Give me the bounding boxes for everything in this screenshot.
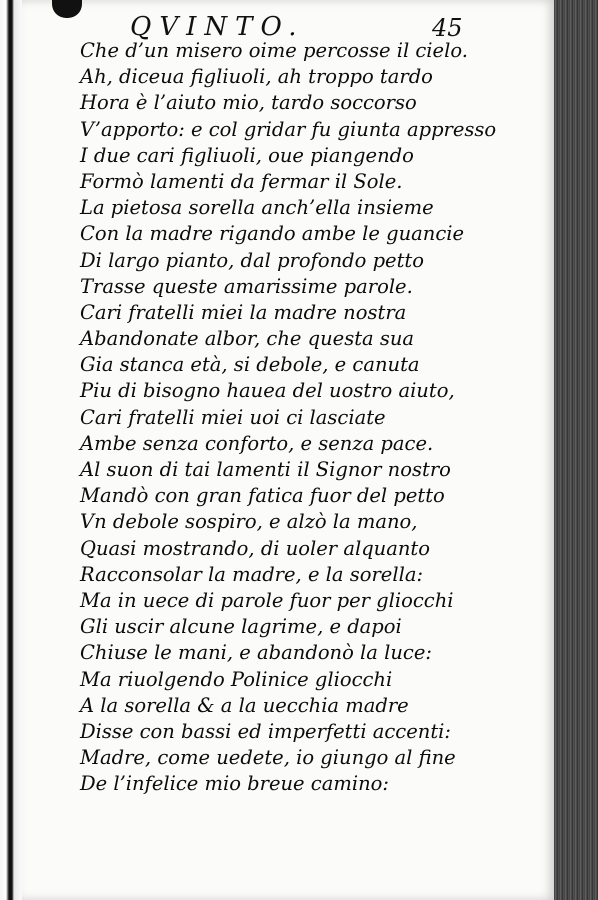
binding-gutter <box>0 0 22 900</box>
verse-line: Vn debole sospiro, e alzò la mano, <box>80 510 418 534</box>
verse-line: Piu di bisogno hauea del uostro aiuto, <box>80 379 455 403</box>
verse-line: Formò lamenti da fermar il Sole. <box>80 169 403 193</box>
verse-line: I due cari figliuoli, oue piangendo <box>80 143 414 167</box>
verse-line: Quasi mostrando, di uoler alquanto <box>80 536 430 560</box>
verse-line: Ambe senza conforto, e senza pace. <box>80 431 434 455</box>
binding-clip <box>52 0 82 18</box>
verse-line: Hora è l’aiuto mio, tardo soccorso <box>80 91 417 115</box>
verse-line: Abandonate albor, che questa sua <box>80 327 415 351</box>
verse-line: Con la madre rigando ambe le guancie <box>80 222 465 246</box>
verse-line: Ma riuolgendo Polinice gliocchi <box>80 667 393 691</box>
verse-line: Gli uscir alcune lagrime, e dapoi <box>80 615 402 639</box>
verse-line: Che d’un misero oime percosse il cielo. <box>80 39 468 62</box>
verse-line: Gia stanca età, si debole, e canuta <box>80 353 420 377</box>
verse-line: Disse con bassi ed imperfetti accenti: <box>80 719 451 743</box>
verse-line: Chiuse le mani, e abandonò la luce: <box>80 641 432 665</box>
verse-line: A la sorella & a la uecchia madre <box>80 693 409 717</box>
verse-line: De l’infelice mio breue camino: <box>80 772 389 796</box>
verse-text <box>80 38 550 797</box>
verse-line: Cari fratelli miei la madre nostra <box>80 300 407 324</box>
verse-line: Di largo pianto, dal profondo petto <box>80 248 425 272</box>
verse-line: Mandò con gran fatica fuor del petto <box>80 484 445 508</box>
verse-line: Ma in uece di parole fuor per gliocchi <box>80 588 454 612</box>
page-number: 45 <box>432 14 463 42</box>
verse-line: Madre, come uedete, io giungo al fine <box>80 746 456 770</box>
verse-line: V’apporto: e col gridar fu giunta appresso <box>80 117 497 141</box>
page-edges <box>554 0 598 900</box>
verse-line: Racconsolar la madre, e la sorella: <box>80 562 424 586</box>
verse-line: Trasse queste amarissime parole. <box>80 274 413 298</box>
verse-line: Ah, diceua figliuoli, ah troppo tardo <box>80 65 433 89</box>
running-head: QVINTO. <box>130 12 305 42</box>
verse-line: Al suon di tai lamenti il Signor nostro <box>80 458 451 481</box>
verse-line: La pietosa sorella anch’ella insieme <box>80 196 434 220</box>
book-page <box>22 0 556 900</box>
verse-line: Cari fratelli miei uoi ci lasciate <box>80 405 386 429</box>
